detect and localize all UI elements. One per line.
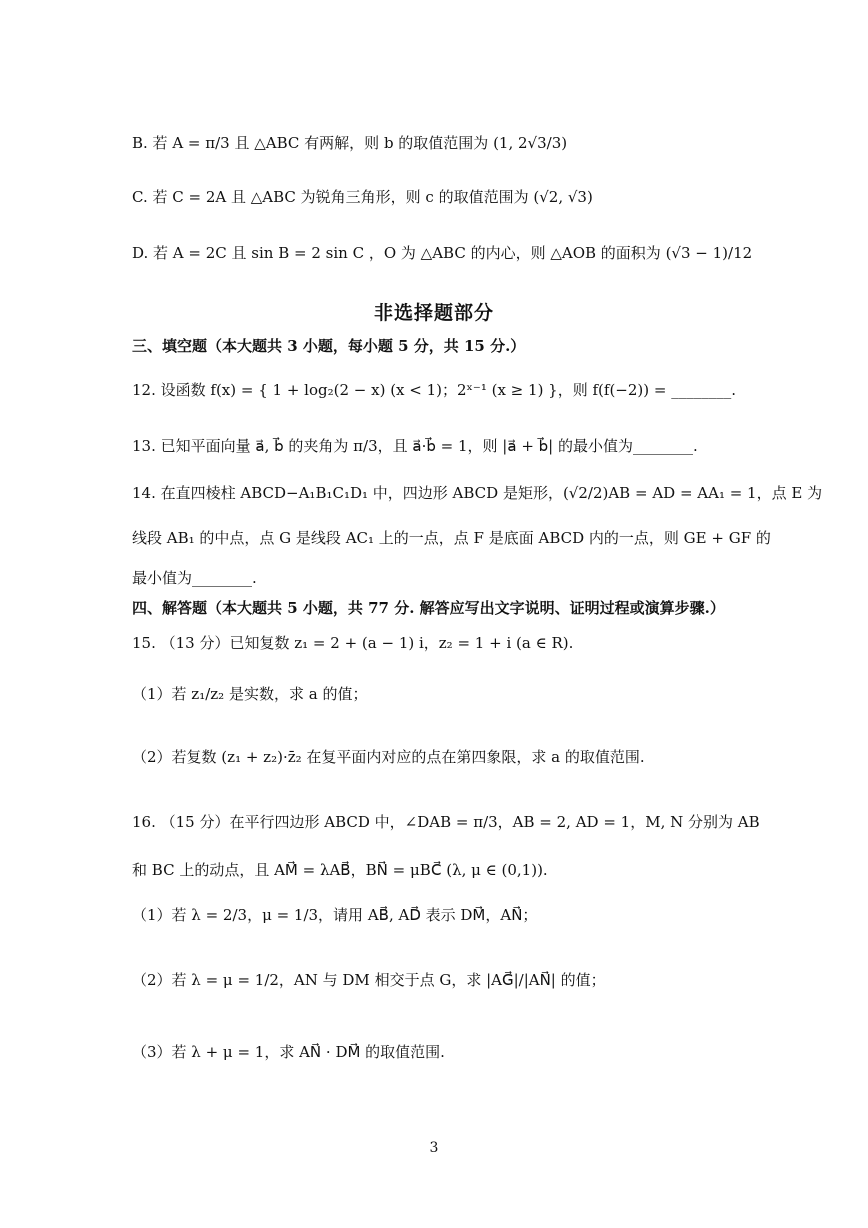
part4-header: 四、解答题（本大题共 5 小题，共 77 分. 解答应写出文字说明、证明过程或演算步骤.） (132, 599, 725, 617)
question-16-part-1: （1）若 λ = 2/3，μ = 1/3，请用 AB⃗, AD⃗ 表示 DM⃗，AN⃗； (132, 906, 538, 924)
question-16-line-1: 16. （15 分）在平行四边形 ABCD 中，∠DAB = π/3，AB = 2, AD = 1，M, N 分别为 AB (132, 813, 760, 831)
question-12: 12. 设函数 f(x) = { 1 + log₂(2 − x) (x < 1)；2ˣ⁻¹ (x ≥ 1) }，则 f(f(−2)) = ________. (132, 381, 736, 399)
question-14-line-1: 14. 在直四棱柱 ABCD−A₁B₁C₁D₁ 中，四边形 ABCD 是矩形，(√2/2)AB = AD = AA₁ = 1，点 E 为 (132, 484, 823, 502)
question-14-line-2: 线段 AB₁ 的中点，点 G 是线段 AC₁ 上的一点，点 F 是底面 ABCD 内的一点，则 GE + GF 的 (132, 529, 771, 547)
question-13: 13. 已知平面向量 a⃗, b⃗ 的夹角为 π/3，且 a⃗·b⃗ = 1，则 |a⃗ + b⃗| 的最小值为________. (132, 437, 698, 455)
part3-header: 三、填空题（本大题共 3 小题，每小题 5 分，共 15 分.） (132, 337, 526, 355)
question-16-part-3: （3）若 λ + μ = 1，求 AN⃗ · DM⃗ 的取值范围. (132, 1043, 445, 1061)
question-14-line-3: 最小值为________. (132, 569, 257, 587)
question-15-part-2: （2）若复数 (z₁ + z₂)·z̄₂ 在复平面内对应的点在第四象限，求 a 的取值范围. (132, 748, 645, 766)
option-d: D. 若 A = 2C 且 sin B = 2 sin C ，O 为 △ABC 的内心，则 △AOB 的面积为 (√3 − 1)/12 (132, 244, 753, 262)
question-16-part-2: （2）若 λ = μ = 1/2，AN 与 DM 相交于点 G，求 |AG⃗|/|AN⃗| 的值； (132, 971, 606, 989)
question-15: 15. （13 分）已知复数 z₁ = 2 + (a − 1) i，z₂ = 1 + i (a ∈ R). (132, 634, 574, 652)
section-title: 非选择题部分 (373, 302, 494, 324)
page-number: 3 (429, 1140, 439, 1156)
question-16-line-2: 和 BC 上的动点，且 AM⃗ = λAB⃗，BN⃗ = μBC⃗ (λ, μ ∈ (0,1)). (132, 861, 548, 879)
question-15-part-1: （1）若 z₁/z₂ 是实数，求 a 的值； (132, 685, 368, 703)
option-b: B. 若 A = π/3 且 △ABC 有两解，则 b 的取值范围为 (1, 2√3/3) (132, 134, 568, 152)
option-c: C. 若 C = 2A 且 △ABC 为锐角三角形，则 c 的取值范围为 (√2, √3) (132, 188, 593, 206)
